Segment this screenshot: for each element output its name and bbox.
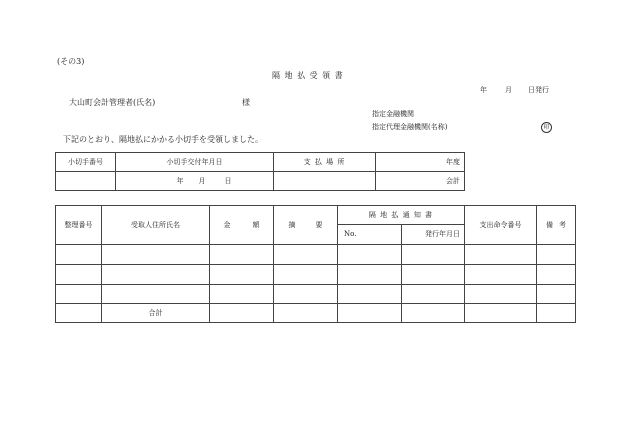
page-title: 隔 地 払 受 領 書 — [272, 71, 344, 80]
header-payee: 受取人住所氏名 — [131, 220, 180, 229]
header-payment-place: 支 払 場 所 — [303, 157, 346, 166]
fiscal-account-label: 会計 — [446, 176, 460, 185]
header-notice-number: No. — [344, 230, 357, 238]
header-remarks-char2: 考 — [559, 220, 566, 229]
check-date-month: 月 — [198, 176, 206, 185]
designated-bank-label: 指定金融機関 — [372, 110, 414, 118]
header-summary-char2: 要 — [315, 220, 323, 229]
total-label: 合計 — [148, 308, 163, 317]
header-remarks — [537, 206, 575, 244]
header-check-date: 小切手交付年月日 — [166, 157, 223, 166]
header-amount-char1: 金 — [223, 220, 231, 229]
issue-month-label: 月 — [505, 86, 512, 94]
check-date-year: 年 — [176, 176, 184, 185]
issue-year-label: 年 — [480, 86, 487, 94]
header-remarks-char1: 備 — [546, 220, 553, 229]
header-check-number: 小切手番号 — [68, 157, 103, 166]
honorific: 様 — [242, 98, 250, 107]
header-notice: 隔 地 払 通 知 書 — [368, 210, 434, 219]
header-order-number: 支出命令番号 — [479, 220, 522, 229]
header-notice-date: 発行年月日 — [425, 230, 460, 238]
statement-text: 下記のとおり、隔地払にかかる小切手を受領しました。 — [63, 135, 263, 144]
form-number: (その3) — [57, 57, 85, 66]
issue-day-label: 日発行 — [528, 86, 549, 94]
recipient-label: 大山町会計管理者(氏名) — [69, 98, 156, 107]
header-seq-number: 整理番号 — [64, 220, 93, 229]
seal-icon: 印 — [541, 122, 552, 133]
header-amount — [210, 206, 273, 244]
header-fiscal-year: 年度 — [446, 157, 460, 166]
header-amount-char2: 額 — [252, 220, 260, 229]
header-summary-char1: 摘 — [288, 220, 296, 229]
check-date-day: 日 — [224, 176, 232, 185]
agent-bank-label: 指定代理金融機関(名称) — [372, 123, 448, 131]
header-summary — [274, 206, 337, 244]
